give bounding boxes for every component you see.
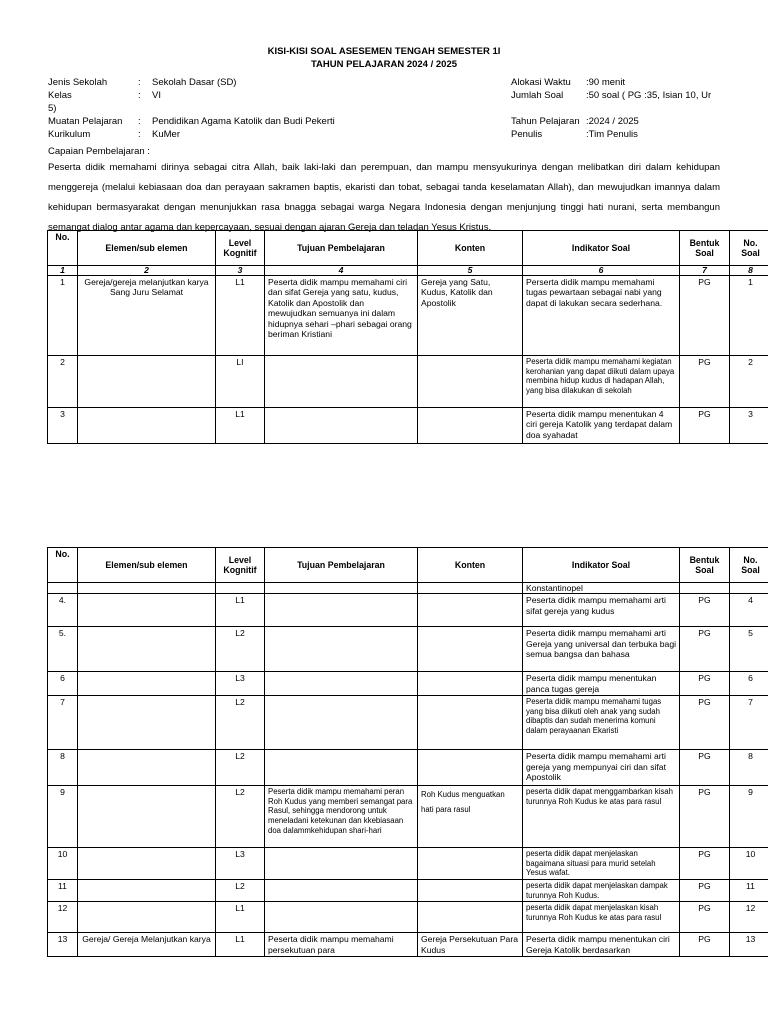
table-row xyxy=(48,750,768,786)
info-label: Tahun Pelajaran xyxy=(511,116,580,127)
cell-soal: 4 xyxy=(730,594,768,627)
col-header: Konten xyxy=(418,548,523,583)
cell-bentuk: PG xyxy=(680,627,730,672)
cell-tujuan xyxy=(265,627,418,672)
cell-konten xyxy=(418,750,523,786)
cell-no: 6 xyxy=(48,672,78,696)
cell-tujuan xyxy=(265,594,418,627)
table-row xyxy=(48,786,768,848)
cell-no: 11 xyxy=(48,880,78,902)
col-header: Indikator Soal xyxy=(523,548,680,583)
cell-konten xyxy=(418,356,523,408)
document-subtitle: TAHUN PELAJARAN 2024 / 2025 xyxy=(310,59,458,70)
table-row xyxy=(48,276,768,356)
cell-indikator-carryover: Konstantinopel xyxy=(523,583,680,594)
cell-no: 12 xyxy=(48,902,78,933)
cell-level: L1 xyxy=(216,276,265,356)
info-label: Penulis xyxy=(511,129,543,140)
cell-indikator: Peserta didik mampu menentukan 4 ciri gereja Katolik yang terdapat dalam doa syahadat xyxy=(523,408,680,444)
cell-soal: 1 xyxy=(730,276,768,356)
cell-tujuan xyxy=(265,750,418,786)
cell-soal: 10 xyxy=(730,848,768,880)
cell-no: 13 xyxy=(48,933,78,957)
col-number: 4 xyxy=(265,266,418,276)
cell-indikator: Perserta didik mampu memahami tugas pewartaan sebagai nabi yang dapat di lakukan secara sederhana. xyxy=(523,276,680,356)
cell-konten xyxy=(418,880,523,902)
info-label: Jumlah Soal xyxy=(511,90,564,101)
col-header: Elemen/sub elemen xyxy=(78,548,216,583)
cell-level: L3 xyxy=(216,672,265,696)
cell-bentuk: PG xyxy=(680,696,730,750)
cell-tujuan xyxy=(265,696,418,750)
cell-bentuk: PG xyxy=(680,880,730,902)
table-row xyxy=(48,672,768,696)
cell-elemen xyxy=(78,696,216,750)
col-number: 2 xyxy=(78,266,216,276)
col-number: 6 xyxy=(523,266,680,276)
table-row xyxy=(48,848,768,880)
cell-level: L1 xyxy=(216,594,265,627)
col-header: Tujuan Pembelajaran xyxy=(265,231,418,266)
cell-bentuk: PG xyxy=(680,786,730,848)
table-header-row xyxy=(48,548,768,583)
cell-elemen xyxy=(78,356,216,408)
table-row xyxy=(48,627,768,672)
cell-tujuan xyxy=(265,902,418,933)
kisi-kisi-table-1 xyxy=(47,230,768,444)
cell-konten xyxy=(418,627,523,672)
cell-level: L2 xyxy=(216,696,265,750)
cell-bentuk: PG xyxy=(680,750,730,786)
cell-indikator: Peserta didik mampu memahami arti sifat gereja yang kudus xyxy=(523,594,680,627)
cell-level: L1 xyxy=(216,902,265,933)
cell-soal: 13 xyxy=(730,933,768,957)
cell-elemen: Gereja/ Gereja Melanjutkan karya xyxy=(78,933,216,957)
cell-konten xyxy=(418,848,523,880)
cell-indikator: peserta didik dapat menjelaskan kisah turunnya Roh Kudus ke atas para rasul xyxy=(523,902,680,933)
cell-soal: 9 xyxy=(730,786,768,848)
cell-bentuk: PG xyxy=(680,902,730,933)
col-header: No. xyxy=(48,231,78,266)
cell-level: LI xyxy=(216,356,265,408)
cell-level: L2 xyxy=(216,880,265,902)
cell-konten: Roh Kudus menguatkan hati para rasul xyxy=(418,786,523,848)
cell-soal: 11 xyxy=(730,880,768,902)
capaian-label: Capaian Pembelajaran : xyxy=(48,146,150,157)
info-label: 5) xyxy=(48,103,57,114)
info-value: :Tim Penulis xyxy=(586,129,638,140)
cell-elemen xyxy=(78,408,216,444)
cell-soal: 2 xyxy=(730,356,768,408)
cell-tujuan xyxy=(265,848,418,880)
table-row xyxy=(48,880,768,902)
cell-konten: Gereja Persekutuan Para Kudus xyxy=(418,933,523,957)
cell-konten: Gereja yang Satu, Kudus, Katolik dan Apostolik xyxy=(418,276,523,356)
info-value: :2024 / 2025 xyxy=(586,116,639,127)
cell-level: L2 xyxy=(216,750,265,786)
info-value: VI xyxy=(152,90,161,101)
cell-indikator: Peserta didik mampu memahami arti Gereja yang universal dan terbuka bagi semua bangsa dan bahasa xyxy=(523,627,680,672)
info-value: :90 menit xyxy=(586,77,626,88)
cell-indikator: peserta didik dapat menjelaskan bagaimana situasi para murid setelah Yesus wafat. xyxy=(523,848,680,880)
cell-elemen: Gereja/gereja melanjutkan karya Sang Juru Selamat xyxy=(78,276,216,356)
cell-konten xyxy=(418,594,523,627)
cell-soal: 7 xyxy=(730,696,768,750)
info-value: :50 soal ( PG :35, Isian 10, Ur xyxy=(586,90,712,101)
cell-bentuk: PG xyxy=(680,276,730,356)
info-sep: : xyxy=(138,77,141,88)
table-row xyxy=(48,408,768,444)
cell-soal: 8 xyxy=(730,750,768,786)
cell-soal: 6 xyxy=(730,672,768,696)
table-row xyxy=(48,696,768,750)
col-header: Bentuk Soal xyxy=(680,548,730,583)
cell-level: L2 xyxy=(216,786,265,848)
cell-no: 8 xyxy=(48,750,78,786)
document-title: KISI-KISI SOAL ASESEMEN TENGAH SEMESTER 1I xyxy=(267,46,501,57)
cell-no: 1 xyxy=(48,276,78,356)
info-value: Sekolah Dasar (SD) xyxy=(152,77,237,88)
cell-indikator: Peserta didik mampu memahami arti gereja yang mempunyai ciri dan sifat Apostolik xyxy=(523,750,680,786)
cell-tujuan xyxy=(265,408,418,444)
table-row xyxy=(48,583,768,594)
cell-level: L1 xyxy=(216,933,265,957)
table-header-row xyxy=(48,231,768,266)
cell-elemen xyxy=(78,672,216,696)
cell-elemen xyxy=(78,786,216,848)
cell-elemen xyxy=(78,880,216,902)
table-row xyxy=(48,933,768,957)
cell-elemen xyxy=(78,627,216,672)
cell-no: 4. xyxy=(48,594,78,627)
cell-soal: 12 xyxy=(730,902,768,933)
info-label: Muatan Pelajaran xyxy=(48,116,123,127)
col-header: Indikator Soal xyxy=(523,231,680,266)
cell-level: L3 xyxy=(216,848,265,880)
column-number-row xyxy=(48,266,768,276)
cell-level: L2 xyxy=(216,627,265,672)
cell-indikator: Peserta didik mampu memahami kegiatan kerohanian yang dapat diikuti dalam upaya membina hidup kudus di hadapan Allah, yang bisa dilakukan di sekolah xyxy=(523,356,680,408)
cell-no: 7 xyxy=(48,696,78,750)
cell-tujuan: Peserta didik mampu memahami persekutuan para xyxy=(265,933,418,957)
cell-soal: 5 xyxy=(730,627,768,672)
table-row xyxy=(48,356,768,408)
cell-bentuk: PG xyxy=(680,933,730,957)
cell-no: 5. xyxy=(48,627,78,672)
cell-no: 2 xyxy=(48,356,78,408)
cell-konten xyxy=(418,696,523,750)
col-header: No. Soal xyxy=(730,548,768,583)
col-header: Elemen/sub elemen xyxy=(78,231,216,266)
col-header: Tujuan Pembelajaran xyxy=(265,548,418,583)
cell-no: 3 xyxy=(48,408,78,444)
cell-elemen xyxy=(78,750,216,786)
info-label: Alokasi Waktu xyxy=(511,77,571,88)
cell-konten xyxy=(418,408,523,444)
cell-tujuan xyxy=(265,672,418,696)
cell-elemen xyxy=(78,594,216,627)
info-sep: : xyxy=(138,90,141,101)
col-header: No. xyxy=(48,548,78,583)
cell-indikator: peserta didik dapat menggambarkan kisah turunnya Roh Kudus ke atas para rasul xyxy=(523,786,680,848)
cell-bentuk: PG xyxy=(680,356,730,408)
info-label: Kelas xyxy=(48,90,72,101)
info-sep: : xyxy=(138,129,141,140)
cell-tujuan: Peserta didik mampu memahami peran Roh Kudus yang memberi semangat para Rasul, sehingga mendorong untuk meneladani ketekunan dan kkebiasaan doa dalammkehidupan shari-hari xyxy=(265,786,418,848)
capaian-text: Peserta didik memahami dirinya sebagai citra Allah, baik laki-laki dan perempuan, dan mampu mensyukurinya dengan melibatkan diri dalam kehidupan menggereja (melalui kebiasaan doa dan perayaan sakramen baptis, ekaristi dan tobat, sebagai tanda keselamatan Allah), dan mewujudkan imannya dalam kehidupan bermasyarakat dengan menunjukkan rasa bnagga sebagai warga Negara Indonesia dengan menjunjung tinggi hati nurani, serta membangun semangat dialog antar agama dan kepercayaan, sesuai dengan ajaran Gereja dan teladan Yesus Kristus. xyxy=(48,162,720,233)
col-number: 3 xyxy=(216,266,265,276)
table-row xyxy=(48,594,768,627)
cell-soal: 3 xyxy=(730,408,768,444)
cell-no: 9 xyxy=(48,786,78,848)
cell-bentuk: PG xyxy=(680,594,730,627)
cell-indikator: peserta didik dapat menjelaskan dampak turunnya Roh Kudus. xyxy=(523,880,680,902)
cell-bentuk: PG xyxy=(680,848,730,880)
cell-elemen xyxy=(78,848,216,880)
info-label: Jenis Sekolah xyxy=(48,77,108,88)
cell-tujuan xyxy=(265,356,418,408)
cell-bentuk: PG xyxy=(680,672,730,696)
cell-indikator: Peserta didik mampu menentukan ciri Gereja Katolik berdasarkan xyxy=(523,933,680,957)
col-number: 5 xyxy=(418,266,523,276)
col-number: 8 xyxy=(730,266,768,276)
cell-konten xyxy=(418,902,523,933)
col-number: 1 xyxy=(48,266,78,276)
col-header: Konten xyxy=(418,231,523,266)
kisi-kisi-table-2 xyxy=(47,547,768,957)
col-header: Level Kognitif xyxy=(216,548,265,583)
col-number: 7 xyxy=(680,266,730,276)
col-header: Level Kognitif xyxy=(216,231,265,266)
cell-tujuan: Peserta didik mampu memahami ciri dan sifat Gereja yang satu, kudus, Katolik dan Apostolik dan mewujudkan semuanya ini dalam hidupnya sehari –phari sebagai orang beriman Kristiani xyxy=(265,276,418,356)
cell-indikator: Peserta didik mampu memahami tugas yang bisa diikuti oleh anak yang sudah dibaptis dan sudah menerima komuni dalam perayaanan Ekaristi xyxy=(523,696,680,750)
cell-indikator: Peserta didik mampu menentukan panca tugas gereja xyxy=(523,672,680,696)
info-sep: : xyxy=(138,116,141,127)
info-label: Kurikulum xyxy=(48,129,91,140)
col-header: No. Soal xyxy=(730,231,768,266)
info-value: KuMer xyxy=(152,129,180,140)
col-header: Bentuk Soal xyxy=(680,231,730,266)
info-value: Pendidikan Agama Katolik dan Budi Pekerti xyxy=(152,116,335,127)
cell-level: L1 xyxy=(216,408,265,444)
cell-tujuan xyxy=(265,880,418,902)
cell-no: 10 xyxy=(48,848,78,880)
table-row xyxy=(48,902,768,933)
cell-elemen xyxy=(78,902,216,933)
cell-bentuk: PG xyxy=(680,408,730,444)
cell-konten xyxy=(418,672,523,696)
